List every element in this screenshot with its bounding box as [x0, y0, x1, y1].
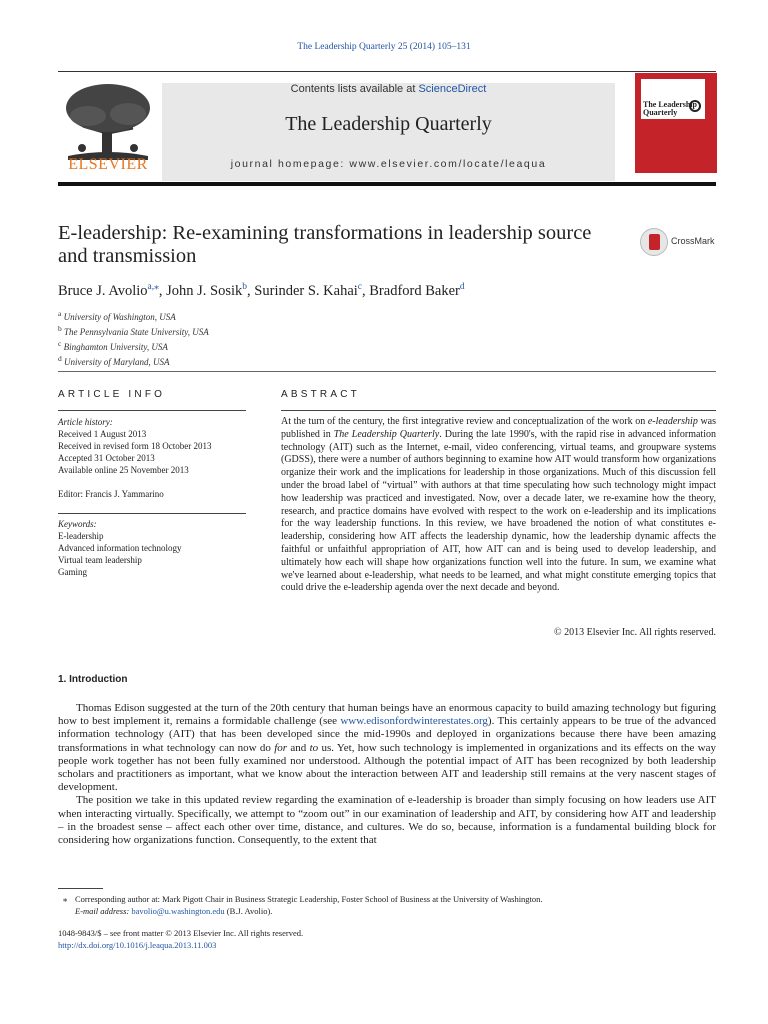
edison-link[interactable]: www.edisonfordwinterestates.org — [340, 715, 488, 728]
keywords-label: Keywords: — [58, 519, 97, 529]
journal-citation[interactable] — [0, 42, 768, 52]
header-thick-rule — [58, 182, 716, 186]
keyword-item: Gaming — [58, 567, 87, 577]
paragraph: The position we take in this updated review regarding the examination of e-leadership is broader than simply focusing on how leaders use AIT when interacting virtually. Specifically, we attempt to “zoom out” in our examination of leadership and AIT, by considering how AIT and leadership – in the broadest sense – affect each other over time, distance, and cultures. We do so, because, information is a fundamental building block for considering how organizations function. Consequently, to the extent that — [58, 794, 716, 847]
editor-line: Editor: Francis J. Yammarino — [58, 489, 164, 499]
history-item: Received in revised form 18 October 2013 — [58, 441, 212, 451]
paragraph: Thomas Edison suggested at the turn of the 20th century that human beings have an enormous capacity to build amazing technology but figuring how to best implement it, remains a formidable challenge (see www.edisonfordwinterestates.org). This certainly appears to be true of the advanced information technology (AIT) that has been developed since the mid-1990s and deployed in organizations because there have been amazing transformations in what technology can now do for and to us. Yet, how such technology is implemented in organizations and its effects on the way people work together has not been fully examined nor understood. Although the potential impact of AIT has been recognized by both leadership scholars and practitioners as important, what we know about the interaction between AIT and leadership still remains at the very nascent stages of development. — [58, 702, 717, 794]
keywords-rule — [58, 513, 246, 514]
header-rule — [58, 71, 716, 72]
article-info-rule — [58, 410, 246, 411]
author-sup[interactable]: b — [242, 282, 248, 292]
sciencedirect-link[interactable]: ScienceDirect — [418, 83, 487, 95]
keyword-item: E-leadership — [58, 531, 104, 541]
section-heading: 1. Introduction — [58, 674, 128, 685]
journal-title: The Leadership Quarterly — [285, 113, 492, 135]
history-item: Received 1 August 2013 — [58, 429, 147, 439]
journal-banner — [162, 83, 615, 181]
abstract-copyright: © 2013 Elsevier Inc. All rights reserved. — [553, 627, 716, 638]
body-text — [58, 702, 716, 847]
elsevier-wordmark: ELSEVIER — [68, 156, 148, 173]
history-item: Accepted 31 October 2013 — [58, 453, 155, 463]
footnote-star: ⁎ — [63, 894, 68, 904]
footnote-rule — [58, 888, 103, 889]
author-sup[interactable]: d — [459, 282, 465, 292]
journal-homepage[interactable]: journal homepage: www.elsevier.com/locate/leaqua — [230, 158, 547, 170]
footnote — [58, 894, 716, 917]
affiliations — [58, 308, 209, 368]
keywords — [58, 518, 181, 578]
history-item: Available online 25 November 2013 — [58, 465, 189, 475]
abstract-rule — [281, 410, 716, 411]
abstract-text: At the turn of the century, the first integrative review and conceptualization of the work on e-leadership was published in The Leadership Quarterly. During the late 1990's, with the rapid rise in advanced information technology (AIT) such as the Internet, e-mail, video conferencing, virtual teams, and groupware systems (GDSS), there were a number of authors beginning to examine how AIT would transform how organizations organize their work and the implications for leadership in those organizations. Much of this discussion fell under the broad label of “virtual” with authors at that time speculating how such technology might impact how leadership was practiced and investigated. Now, over a decade later, we re-examine how the theory, research, and practice domains have evolved with respect to the work on e-leadership and its implications for the way leadership functions. In this review, we have broadened the notion of what constitutes e-leadership, considering how AIT affects the leadership dynamic, how the leadership dynamic affects the faithful or unfaithful appropriation of AIT, how AIT can and is being used to develop leadership, and ultimately how each will shape how organizations function well into the future. In sum, we examine what we've learned about e-leadership, what needs to be learned, and what might constitute emerging topics that could drive the e-leadership agenda over the next decade and beyond. — [281, 416, 716, 594]
email-link[interactable]: bavolio@u.washington.edu — [131, 905, 225, 916]
affiliation-item: $^b$ The Pennsylvania State University, USA — [58, 324, 209, 337]
article-history — [58, 416, 211, 476]
citation-link[interactable]: The Leadership Quarterly 25 (2014) 105–131 — [297, 42, 471, 52]
email-line: E-mail address: bavolio@u.washington.edu (B.J. Avolio). — [75, 905, 273, 916]
author-name: John J. Sosik — [166, 282, 243, 299]
journal-cover[interactable] — [635, 73, 717, 173]
affiliation-item: $^c$ Binghamton University, USA — [58, 339, 168, 352]
keyword-item: Advanced information technology — [58, 543, 182, 553]
issn-line: 1048-9843/$ – see front matter © 2013 Elsevier Inc. All rights reserved. — [58, 928, 304, 938]
affiliation-rule — [58, 371, 716, 372]
crossmark-icon — [640, 228, 668, 256]
affiliation-item: $^a$ University of Washington, USA — [58, 309, 176, 322]
doi-link[interactable]: http://dx.doi.org/10.1016/j.leaqua.2013.11.003 — [58, 939, 217, 950]
cover-title: The Leadership Quarterly — [643, 100, 698, 117]
cover-logo-icon — [689, 100, 701, 112]
contents-line: Contents lists available at ScienceDirect — [290, 83, 487, 95]
abstract-heading: ABSTRACT — [281, 389, 360, 400]
article-info-heading: ARTICLE INFO — [58, 389, 166, 400]
article-title: E-leadership: Re-examining transformations in leadership source and transmission — [58, 222, 592, 267]
author-sup[interactable]: a,⁎ — [147, 282, 159, 292]
affiliation-item: $^d$ University of Maryland, USA — [58, 354, 170, 367]
issn-block — [58, 928, 303, 951]
author-name: Bradford Baker — [369, 282, 460, 299]
crossmark-button[interactable] — [640, 228, 720, 256]
author-sup[interactable]: c — [357, 282, 363, 292]
author-list: Bruce J. Avolio$^{a,⁎}$, John J. Sosik$^b$, Surinder S. Kahai$^c$, Bradford Baker$^d$ — [58, 282, 465, 299]
crossmark-label: CrossMark — [671, 236, 715, 246]
author-name: Bruce J. Avolio — [58, 282, 148, 299]
history-label: Article history: — [58, 417, 113, 427]
author-name: Surinder S. Kahai — [254, 282, 358, 299]
keyword-item: Virtual team leadership — [58, 555, 142, 565]
elsevier-logo — [58, 78, 158, 178]
corresponding-author: Corresponding author at: Mark Pigott Chair in Business Strategic Leadership, Foster School of Business at the University of Washington. — [75, 894, 543, 904]
